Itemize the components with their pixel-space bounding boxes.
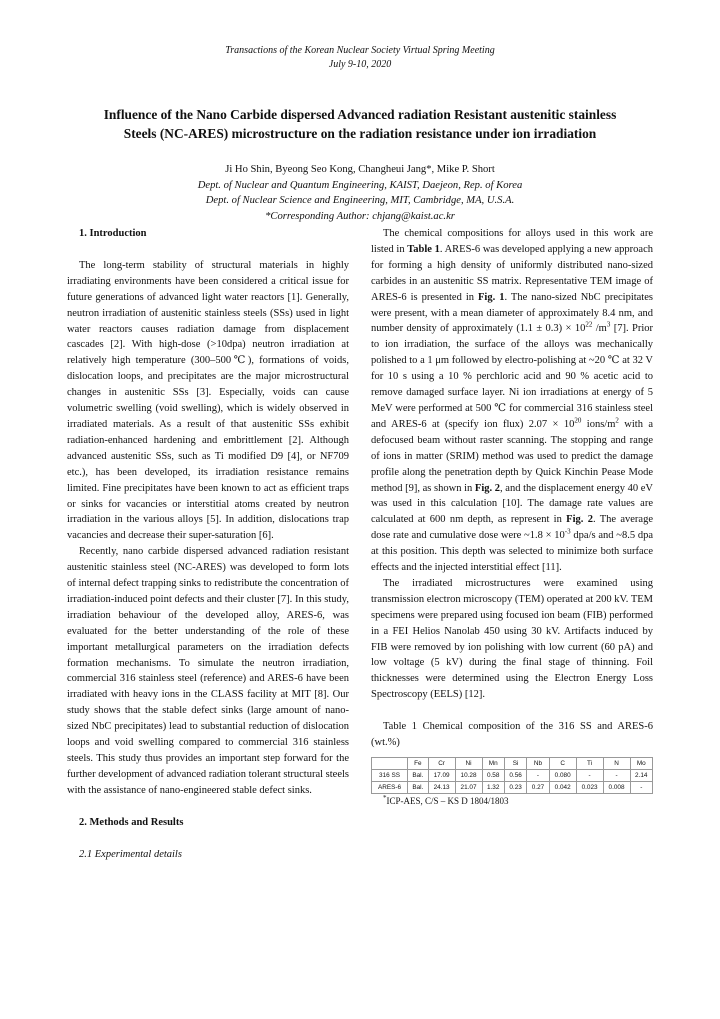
table-row (372, 782, 653, 794)
table-cell: - (603, 770, 630, 782)
table-header-cell: Cr (428, 758, 455, 770)
table-cell: 17.09 (428, 770, 455, 782)
spacer (67, 799, 349, 815)
table-cell: - (630, 782, 652, 794)
table-cell: 21.07 (455, 782, 482, 794)
spacer (371, 703, 653, 719)
section-heading-introduction: 1. Introduction (79, 228, 147, 239)
author-names: Ji Ho Shin, Byeong Seo Kong, Changheui Jang*, Mike P. Short (225, 164, 495, 175)
text-run: . ARES-6 was developed applying a new approach for forming a high density of uniformly distributed nano-sized carbides in an austenitic SS matrix. Representative TEM image of ARES-6 is presented in (371, 243, 653, 303)
intro-paragraph-1: The long-term stability of structural materials in highly irradiating environments have been considered a critical issue for future generations of advanced light water reactors [1]. Generally, neutron irradiation of austenitic stainless steels (SSs) used in light water reactors causes radiation damage from displacement cascades [2]. With high-dose (>10dpa) neutron irradiation at relatively high temperature (300–500℃), formations of voids, dislocation loops, and precipitates are the major microstructural changes in austenitic SSs [3]. Especially, voids can cause volumetric swelling (void swelling), which is widely observed in irradiated materials. As a result of that austenitic SSs exhibit radiation-enhanced hardening and embrittlement [2]. Although advanced austenitic SSs, such as Ti modified D9 [4], or NF709 etc.), has been developed, its irradiation resistance remains limited. Fine precipitates have been known to act as efficient traps or sinks for vacancies or interstitial atoms created by neutron irradiation in the various alloys [5]. In addition, dislocations trap vacancies and decrease their super-saturation [6]. (67, 259, 349, 542)
text-run: [7]. Prior to ion irradiation, the surface of the alloys was mechanically polished to a 1 μm followed by electro-polishing at ~20 ℃ at 32 V for 10 s using a 10 % perchloric acid and 90 % acetic acid to remove damaged surface layer. Ni ion irradiations at energy of 5 MeV were performed at 500 ℃ for commercial 316 stainless steel and ARES-6 at (specify ion flux) 2.07 × 10 (371, 323, 653, 430)
text-run: with a defocused beam without raster scanning. The stopping and range of ions in matter (SRIM) method was used to predict the damage profile along the penetration depth by Quick Kinchin Pease Mode method [9], as shown in (371, 418, 654, 494)
table-caption: Table 1 Chemical composition of the 316 SS and ARES-6 (wt.%) (371, 721, 653, 749)
table-reference: Table 1 (407, 243, 440, 255)
table-cell: 316 SS (372, 770, 408, 782)
table-header-cell: Ni (455, 758, 482, 770)
text-run: The chemical compositions for alloys used in this work are listed in (371, 228, 653, 255)
figure-reference: Fig. 2 (566, 514, 593, 526)
table-cell: ARES-6 (372, 782, 408, 794)
table-header-cell: Nb (527, 758, 549, 770)
subsection-heading-experimental: 2.1 Experimental details (79, 848, 182, 860)
spacer (67, 242, 349, 258)
table-footnote (371, 794, 653, 810)
conference-name: Transactions of the Korean Nuclear Society Virtual Spring Meeting (225, 45, 495, 56)
table-cell: 2.14 (630, 770, 652, 782)
composition-table (371, 757, 653, 794)
table-header-cell (372, 758, 408, 770)
figure-reference: Fig. 2 (474, 482, 501, 494)
footnote-text: ICP-AES, C/S – KS D 1804/1803 (386, 796, 509, 806)
paper-title (60, 106, 660, 143)
table-header-cell: C (549, 758, 576, 770)
figure-reference: Fig. 1 (478, 291, 505, 303)
table-cell: 24.13 (428, 782, 455, 794)
table-cell: 10.28 (455, 770, 482, 782)
right-column (371, 226, 653, 810)
methods-paragraph-1 (371, 226, 653, 576)
table-cell: 0.023 (576, 782, 603, 794)
text-run: . The average dose rate and cumulative dose were ~1.8 × 10 (371, 514, 653, 542)
conference-header (0, 44, 720, 72)
table-cell: - (576, 770, 603, 782)
text-run: , and the displacement energy 40 eV was used in this calculation [10]. The damage rate values are calculated at 600 nm depth, as represent in (371, 482, 653, 526)
table-header-cell: N (603, 758, 630, 770)
section-heading-methods: 2. Methods and Results (79, 816, 184, 828)
table-cell: 0.27 (527, 782, 549, 794)
table-cell: - (527, 770, 549, 782)
intro-paragraph-2: Recently, nano carbide dispersed advanced radiation resistant austenitic stainless steel (NC-ARES) was developed to form lots of internal defect trapping sinks to redistribute the concentration of irradiation-induced point defects and their cluster [7]. In this study, irradiation behaviour of the developed alloy, ARES-6, was evaluated for the better understanding of the role of these important metallurgical parameters on the irradiation defects formation mechanisms. To simulate the neutron irradiation, commercial 316 stainless steel (reference) and ARES-6 have been irradiated with heavy ions in the CLASS facility at MIT [8]. Our study shows that the stable defect sinks (large amount of nano-sized NbC precipitates) lead to substantial reduction of dislocation loops and void swelling compared to commercial 316 stainless steels. This study thus provides an important step forward for the further development of advanced radiation tolerant structural steels with the assistance of nano-engineered stable defect sinks. (67, 546, 349, 796)
exponent: 20 (574, 416, 582, 425)
exponent: -3 (564, 527, 571, 536)
table-header-cell: Fe (408, 758, 429, 770)
table-cell: 0.56 (504, 770, 526, 782)
exponent: 22 (585, 320, 593, 329)
table-cell: 0.008 (603, 782, 630, 794)
table-cell: 0.042 (549, 782, 576, 794)
text-run: ions/m (581, 418, 616, 430)
table-header-row (372, 758, 653, 770)
text-run: . The nano-sized NbC precipitates were present, with a mean diameter of approximately 8.4 nm, and number density of approximately (1.1 ± 0.3) × 10 (371, 291, 653, 335)
table-row (372, 770, 653, 782)
table-cell: 0.23 (504, 782, 526, 794)
exponent: 2 (615, 416, 619, 425)
table-header-cell: Ti (576, 758, 603, 770)
title-line-1: Influence of the Nano Carbide dispersed Advanced radiation Resistant austenitic stainless (103, 107, 617, 122)
author-block (60, 162, 660, 224)
title-line-2: Steels (NC-ARES) microstructure on the radiation resistance under ion irradiation (123, 125, 597, 141)
text-run: /m (592, 323, 607, 335)
footnote-mark: * (383, 794, 387, 802)
affiliation-mit: Dept. of Nuclear Science and Engineering, MIT, Cambridge, MA, U.S.A. (205, 195, 515, 206)
corresponding-author: *Corresponding Author: chjang@kaist.ac.kr (265, 210, 455, 222)
table-header-cell: Mn (482, 758, 504, 770)
spacer (67, 831, 349, 847)
text-run: dpa/s and ~8.5 dpa at this position. This depth was selected to minimize both surface effects and the injected interstitial effect [11]. (371, 530, 653, 574)
affiliation-kaist: Dept. of Nuclear and Quantum Engineering, KAIST, Daejeon, Rep. of Korea (197, 179, 523, 191)
left-column (67, 226, 349, 863)
conference-date: July 9-10, 2020 (328, 59, 392, 70)
methods-paragraph-2: The irradiated microstructures were examined using transmission electron microscopy (TEM) operated at 200 kV. TEM specimens were prepared using focused ion beam (FIB) performed in a FEI Helios Nanolab 450 using 30 kV. Artifacts induced by FIB were removed by ion polishing with low current (60 pA) and low voltage (5 kV) during the final stage of thinning. Foil thicknesses were determined using the Electron Energy Loss Spectroscopy (EELS) [12]. (371, 577, 653, 701)
table-header-cell: Mo (630, 758, 652, 770)
table-header-cell: Si (504, 758, 526, 770)
table-cell: 0.080 (549, 770, 576, 782)
exponent: 3 (606, 320, 611, 329)
table-cell: 1.32 (482, 782, 504, 794)
table-cell: Bal. (408, 782, 429, 794)
table-cell: Bal. (408, 770, 429, 782)
table-cell: 0.58 (482, 770, 504, 782)
